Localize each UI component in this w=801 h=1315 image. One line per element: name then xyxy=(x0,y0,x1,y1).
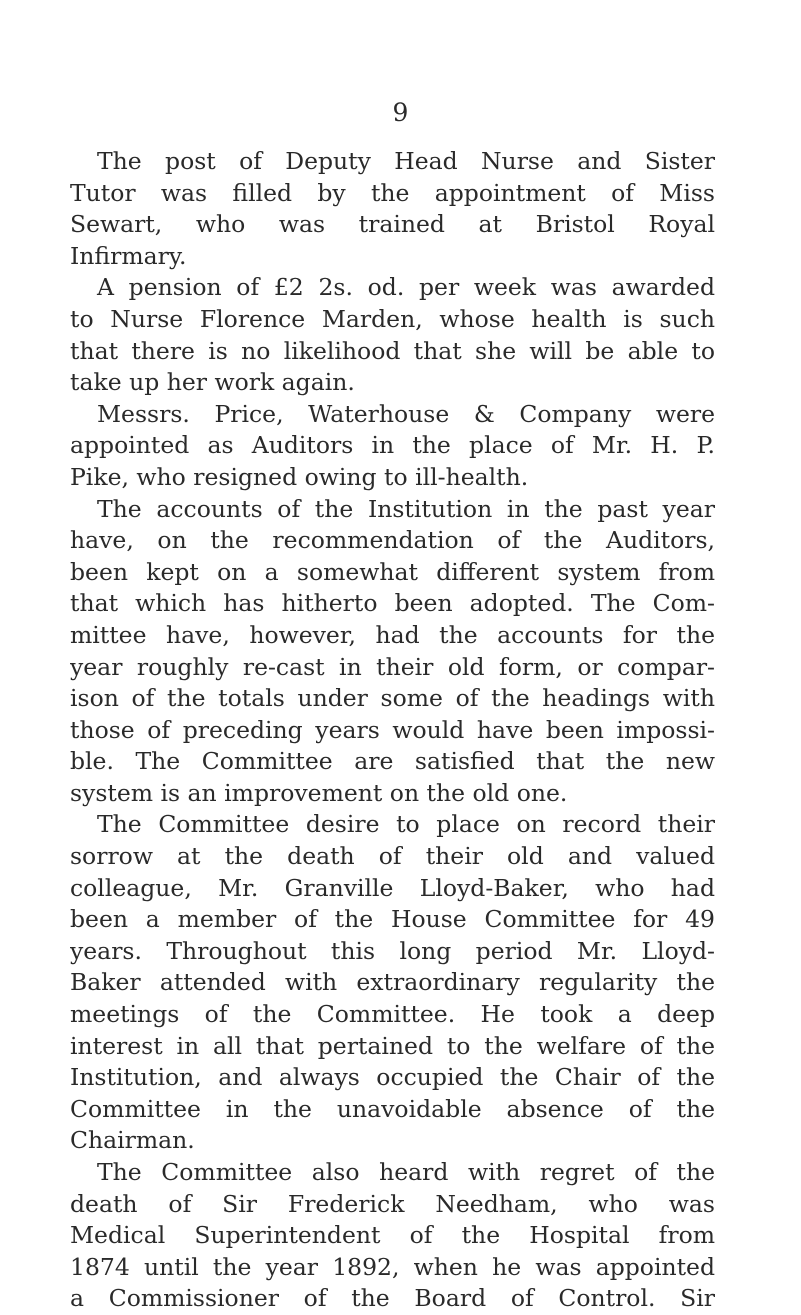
text-line: mittee have, however, had the accounts for the xyxy=(70,620,715,649)
text-line: colleague, Mr. Granville Lloyd-Baker, who had xyxy=(70,873,715,902)
text-line: Baker attended with extraordinary regularity the xyxy=(70,968,715,997)
text-line: Chairman. xyxy=(70,1126,195,1155)
text-line: to Nurse Florence Marden, whose health is such xyxy=(70,304,715,333)
text-line: The Committee desire to place on record their xyxy=(97,810,715,839)
text-line: take up her work again. xyxy=(70,368,355,397)
text-line: Sewart, who was trained at Bristol Royal xyxy=(70,210,715,239)
text-line: year roughly re-cast in their old form, or compar- xyxy=(70,652,715,681)
text-line: interest in all that pertained to the welfare of the xyxy=(70,1031,715,1060)
text-line: A pension of £2 2s. od. per week was awarded xyxy=(97,273,715,302)
text-line: The post of Deputy Head Nurse and Sister xyxy=(97,147,715,175)
text-line: Infirmary. xyxy=(70,241,187,270)
text-line: The accounts of the Institution in the past year xyxy=(97,494,715,523)
text-line: that there is no likelihood that she will be able to xyxy=(70,336,715,365)
text-line: Committee in the unavoidable absence of the xyxy=(70,1094,715,1123)
text-line: meetings of the Committee. He took a deep xyxy=(70,1000,715,1029)
text-line: ble. The Committee are satisfied that the new xyxy=(70,747,715,776)
text-line: system is an improvement on the old one. xyxy=(70,778,568,807)
text-line: Institution, and always occupied the Chair of the xyxy=(70,1063,715,1092)
text-line: those of preceding years would have been impossi- xyxy=(70,715,715,744)
text-line: that which has hitherto been adopted. The Com- xyxy=(70,589,715,618)
text-line: appointed as Auditors in the place of Mr. H. P. xyxy=(70,431,715,460)
text-line: years. Throughout this long period Mr. Lloyd- xyxy=(70,936,715,965)
text-line: been kept on a somewhat different system from xyxy=(70,557,715,586)
page-number: 9 xyxy=(392,98,409,127)
text-line: Pike, who resigned owing to ill-health. xyxy=(70,462,529,491)
text-line: been a member of the House Committee for 49 xyxy=(70,905,715,934)
text-line: a Commissioner of the Board of Control. Sir xyxy=(70,1284,715,1313)
text-line: Tutor was filled by the appointment of Miss xyxy=(70,178,715,207)
text-line: sorrow at the death of their old and valued xyxy=(70,842,715,871)
text-line: 1874 until the year 1892, when he was appointed xyxy=(70,1252,715,1281)
text-line: Messrs. Price, Waterhouse & Company were xyxy=(97,399,715,428)
text-line: Medical Superintendent of the Hospital from xyxy=(70,1221,715,1250)
text-line: ison of the totals under some of the headings with xyxy=(70,684,715,713)
text-line: have, on the recommendation of the Auditors, xyxy=(70,526,715,555)
body-text xyxy=(70,146,715,1315)
text-line: death of Sir Frederick Needham, who was xyxy=(70,1189,715,1218)
text-line: The Committee also heard with regret of the xyxy=(97,1158,715,1186)
